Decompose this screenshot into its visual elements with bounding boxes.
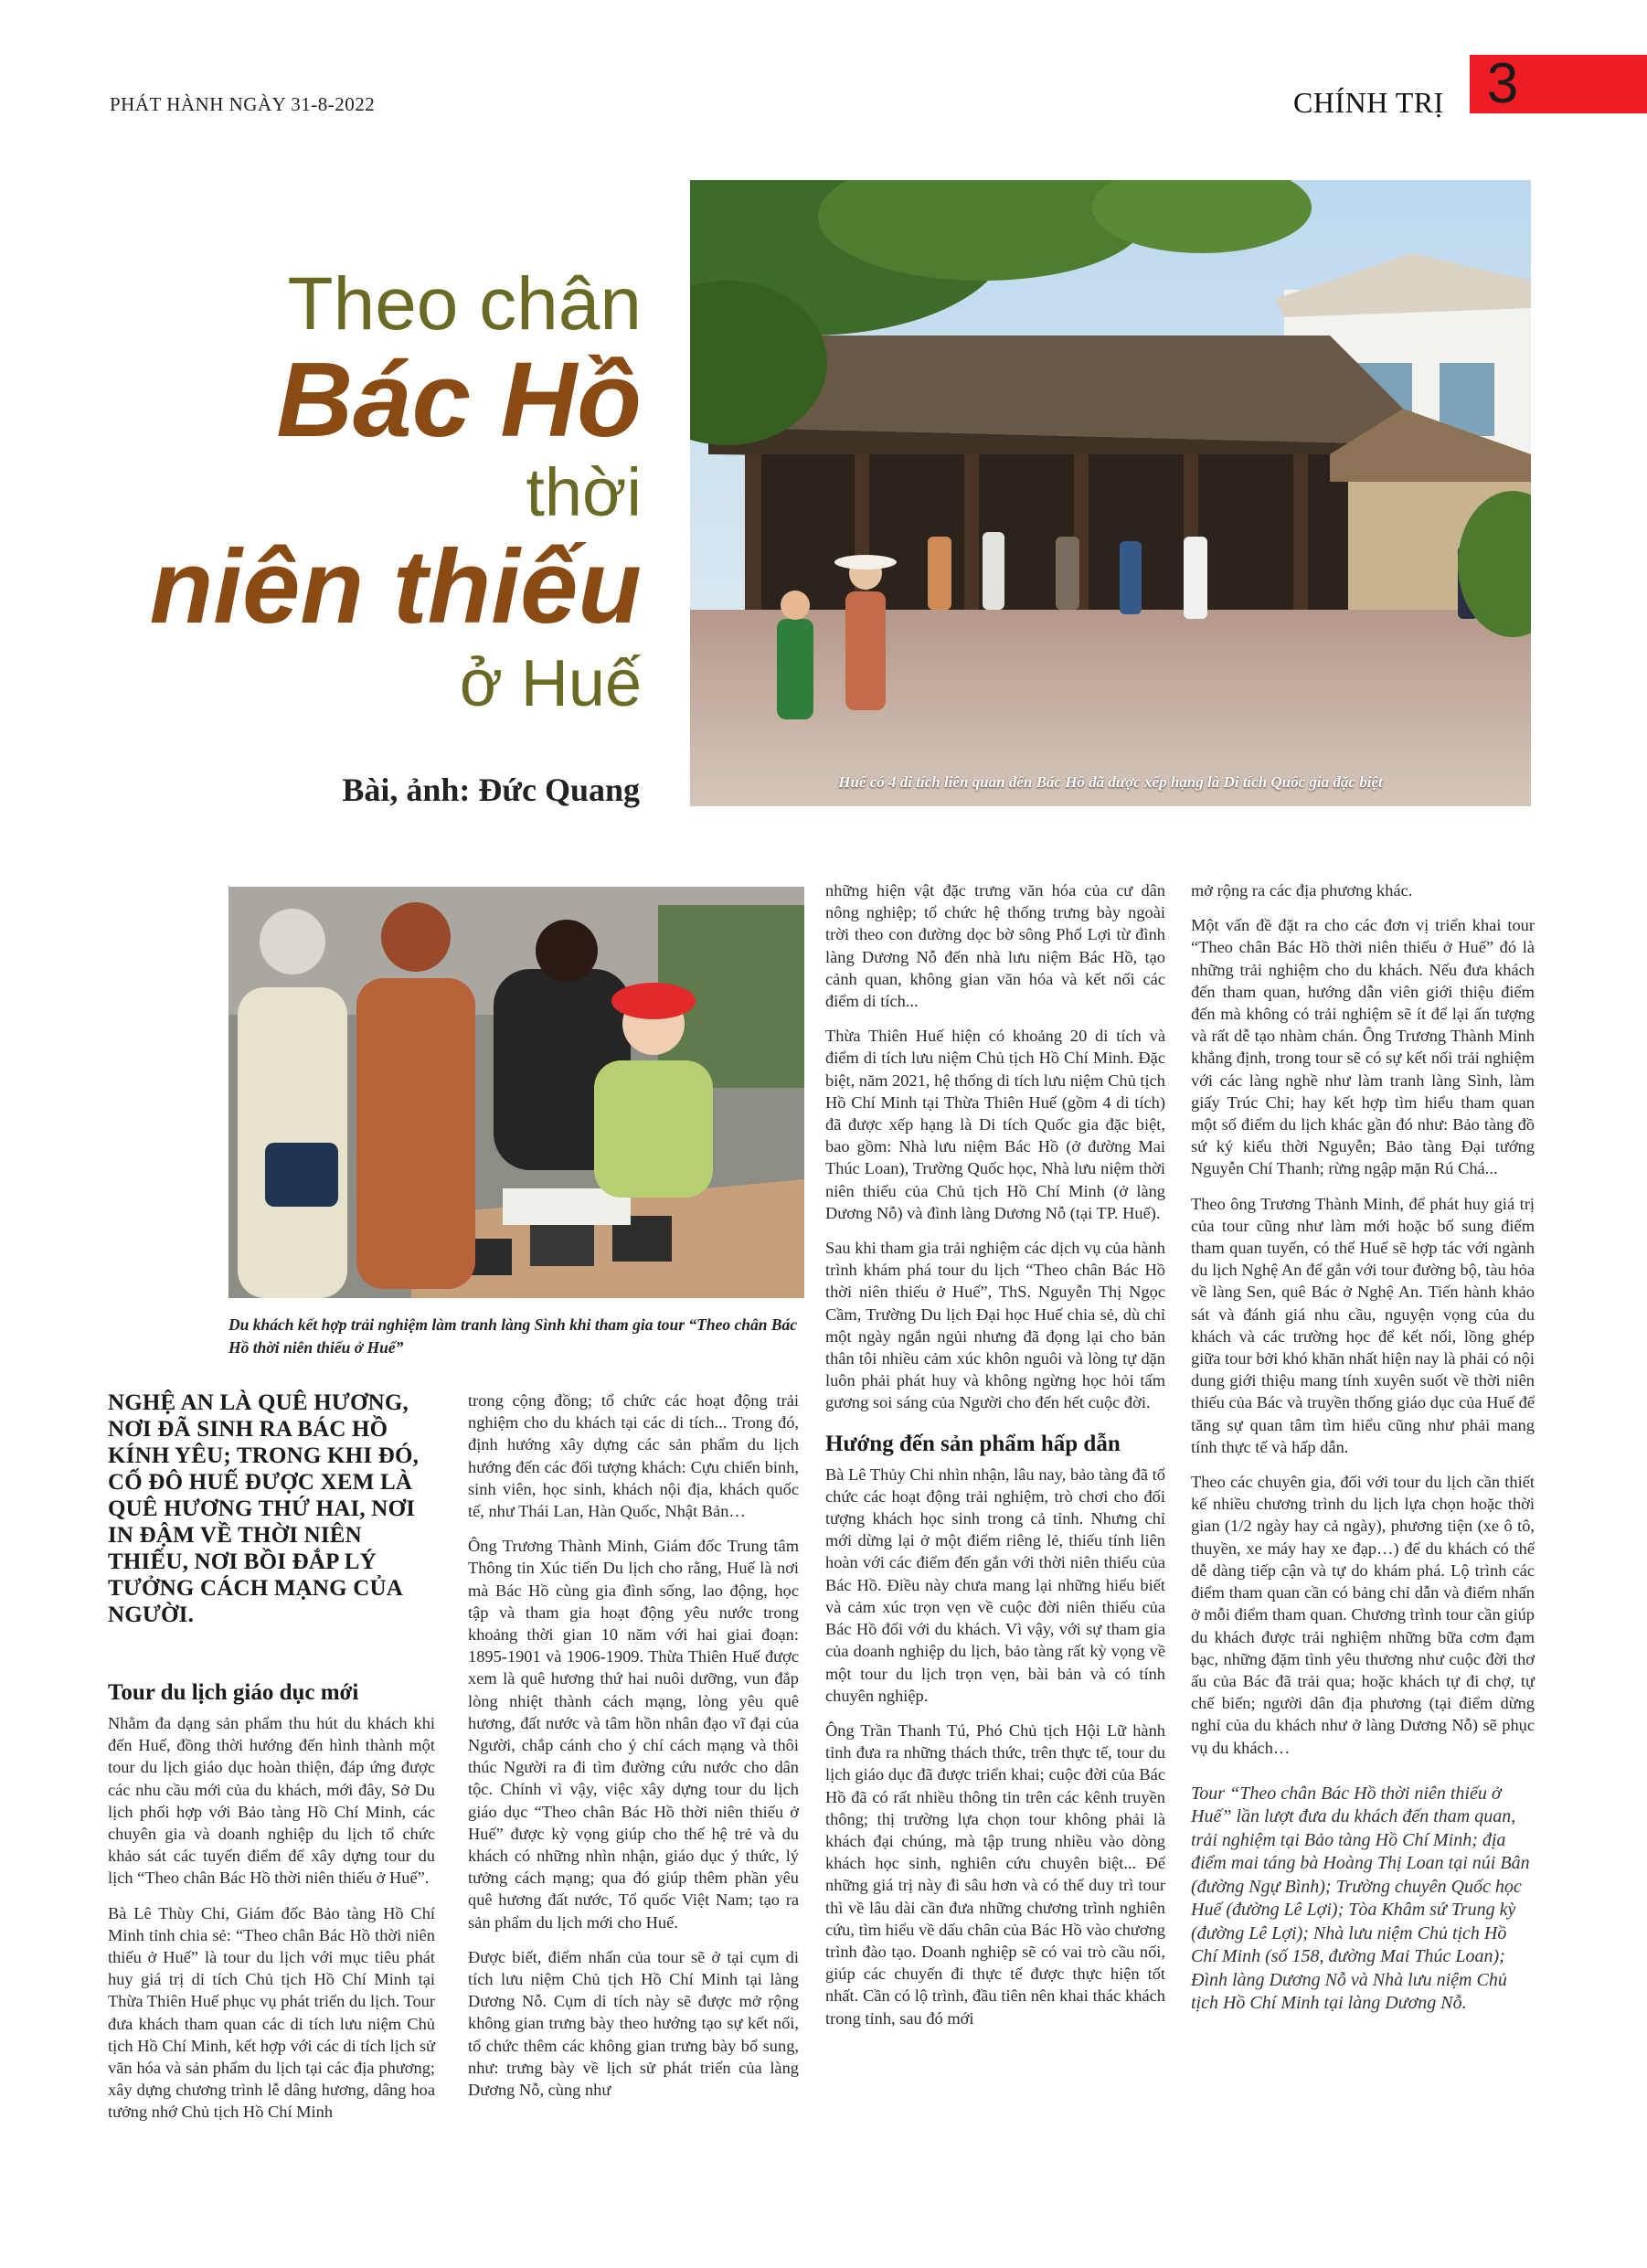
main-photo-caption: Huế có 4 di tích liên quan đến Bác Hồ đã được xếp hạng là Di tích Quốc gia đặc biệt bbox=[838, 773, 1383, 791]
title-line-2: Bác Hồ bbox=[276, 340, 642, 459]
main-photo bbox=[690, 180, 1531, 806]
article-column-1 bbox=[108, 1390, 435, 2136]
subheading-2: Hướng đến sản phẩm hấp dẫn bbox=[825, 1431, 1121, 1456]
paragraph: những hiện vật đặc trưng văn hóa của cư dân nông nghiệp; tổ chức hệ thống trưng bày ngoài trời theo con đường dọc bờ sông Phổ Lợi từ đình làng Dương Nỗ đến nhà lưu niệm Bác Hồ, tạo cảnh quan, không gian văn hóa và kết nối các điểm di tích... bbox=[825, 881, 1165, 1011]
title-line-3: thời bbox=[526, 454, 642, 530]
paragraph: mở rộng ra các địa phương khác. bbox=[1191, 881, 1413, 900]
article-column-4 bbox=[1191, 879, 1535, 2028]
title-line-5: ở Huế bbox=[459, 647, 642, 720]
paragraph: Theo các chuyên gia, đối với tour du lịch cần thiết kế nhiều chương trình du lịch lựa chọn hoặc thời gian (1/2 ngày hay cả ngày), phương tiện (xe ô tô, thuyền, xe máy hay xe đạp…) để du khách có thể dễ dàng tiếp cận và tự do khám phá. Lộ trình các điểm tham quan cần có bảng chỉ dẫn và điểm nhấn ở mỗi điểm tham quan. Chương trình tour cần giúp du khách được trải nghiệm những bữa cơm đạm bạc, những đặm tình yêu thương như cuộc đời thơ ấu của Bác đã trải qua; hoặc khách tự đi chợ, tự chế biến; người dân địa phương (tại điểm dừng nghỉ của du khách như ở làng Dương Nỗ) sẽ phục vụ du khách… bbox=[1191, 1473, 1535, 1757]
subheading-1: Tour du lịch giáo dục mới bbox=[108, 1680, 359, 1705]
article-column-2 bbox=[468, 1390, 799, 2114]
page-number: 3 bbox=[1486, 52, 1519, 115]
section-title: CHÍNH TRỊ bbox=[1293, 86, 1444, 119]
paragraph: Sau khi tham gia trải nghiệm các dịch vụ của hành trình khám phá tour du lịch “Theo chân Bác Hồ thời niên thiếu ở Huế”, ThS. Nguyễn Thị Ngọc Cầm, Trường Du lịch Đại học Huế chia sẻ, dù chỉ một ngày ngắn ngủi nhưng đã đọng lại cho bản thân tôi nhiều cảm xúc khôn nguôi và lòng tự dặn luôn phải phát huy và không ngừng học hỏi tấm gương soi sáng của Người cho đến hết cuộc đời. bbox=[825, 1239, 1165, 1412]
paragraph: Theo ông Trương Thành Minh, để phát huy giá trị của tour cũng như làm mới hoặc bổ sung điểm tham quan tuyến, có thể Huế sẽ hợp tác với ngành du lịch Nghệ An để gắn với tour đường bộ, tàu hỏa về làng Sen, quê Bác ở Nghệ An. Tiến hành khảo sát và đánh giá nhu cầu, nguyện vọng của du khách và các trường học để kết nối, lồng ghép giữa tour bởi khó khăn nhất hiện nay là phải có nội dung giới thiệu mang tính xuyên suốt về thời niên thiếu của Bác và truyền thống giáo dục của Huế để tăng sự quan tâm tìm hiểu cũng như phải mang tính thực tế và hấp dẫn. bbox=[1191, 1194, 1535, 1456]
paragraph: Nhằm đa dạng sản phẩm thu hút du khách khi đến Huế, đồng thời hướng đến hình thành một tour du lịch giáo dục hoàn thiện, đáp ứng được các nhu cầu mới của du khách, mới đây, Sở Du lịch phối hợp với Bảo tàng Hồ Chí Minh, các chuyên gia và doanh nghiệp du lịch tổ chức khảo sát các tuyến điểm để xây dựng tour du lịch “Theo chân Bác Hồ thời niên thiếu ở Huế”. bbox=[108, 1714, 435, 1888]
paragraph: Một vấn đề đặt ra cho các đơn vị triển khai tour “Theo chân Bác Hồ thời niên thiếu ở Huế” đó là những trải nghiệm cho du khách. Nếu đưa khách đến tham quan, hướng dẫn viên giới thiệu điểm đến mà không có trải nghiệm sẽ ít để lại ấn tượng và rất dễ tạo nhàm chán. Ông Trương Thành Minh khẳng định, trong tour sẽ có sự kết nối trải nghiệm với các làng nghề như làm tranh làng Sình, làm giấy Trúc Chỉ; hay kết hợp tìm hiểu tham quan một số điểm du lịch khác gần đó như: Bảo tàng đồ sứ ký kiểu thời Nguyễn; Bảo tàng Đại tướng Nguyễn Chí Thanh; rừng ngập mặn Rú Chá... bbox=[1191, 916, 1535, 1178]
paragraph: Bà Lê Thủy Chi nhìn nhận, lâu nay, bảo tàng đã tổ chức các hoạt động trải nghiệm, trò chơi cho đối tượng khách học sinh trong cả tỉnh. Nhưng chỉ mới dừng lại ở một điểm riêng lẻ, thiếu tính liên hoàn với các điểm đến gắn với thời niên thiếu của Bác Hồ. Điều này chưa mang lại những hiểu biết và cảm xúc trọn vẹn về cuộc đời niên thiếu của Bác Hồ đối với du khách. Vì vậy, với sự tham gia của doanh nghiệp du lịch, bảo tàng rất kỳ vọng về một tour du lịch trọn vẹn, bài bản và có tính chuyên nghiệp. bbox=[825, 1464, 1165, 1705]
secondary-photo-caption: Du khách kết hợp trải nghiệm làm tranh làng Sình khi tham gia tour “Theo chân Bác Hồ thời niên thiếu ở Huế” bbox=[228, 1315, 798, 1357]
paragraph: Bà Lê Thùy Chi, Giám đốc Bảo tàng Hồ Chí Minh tỉnh chia sẻ: “Theo chân Bác Hồ thời niên thiếu ở Huế” là tour du lịch với mục tiêu phát huy giá trị di tích Chủ tịch Hồ Chí Minh tại Thừa Thiên Huế phục vụ phát triển du lịch. Tour đưa khách tham quan các di tích lưu niệm Chủ tịch Hồ Chí Minh, kết hợp với các di tích lịch sử văn hóa và sản phẩm du lịch tại các địa phương; xây dựng chương trình lễ dâng hương, dâng hoa tưởng nhớ Chủ tịch Hồ Chí Minh bbox=[108, 1903, 435, 2122]
tour-itinerary-note: Tour “Theo chân Bác Hồ thời niên thiếu ở Huế” lần lượt đưa du khách đến tham quan, trải nghiệm tại Bảo tàng Hồ Chí Minh; địa điểm mai táng bà Hoàng Thị Loan tại núi Bân (đường Ngự Bình); Trường chuyên Quốc học Huế (đường Lê Lợi); Tòa Khâm sứ Trung kỳ (đường Lê Lợi); Nhà lưu niệm Chủ tịch Hồ Chí Minh (số 158, đường Mai Thúc Loan); Đình làng Dương Nỗ và Nhà lưu niệm Chủ tịch Hồ Chí Minh tại làng Dương Nỗ. bbox=[1191, 1783, 1530, 2014]
paragraph: Ông Trần Thanh Tú, Phó Chủ tịch Hội Lữ hành tỉnh đưa ra những thách thức, trên thực tế, tour du lịch giáo dục đã được triển khai; cuộc đời của Bác Hồ đã có rất nhiều thông tin trên các kênh truyền thông; thị trường lựa chọn tour không phải là khách đại chúng, mà tập trung nhiều vào dòng khách học sinh, nghiên cứu chuyên biệt... Để những giá trị này đi sâu hơn và có thể duy trì tour thì về lâu dài cần đưa những chương trình nghiên cứu, tìm hiểu về dấu chân của Bác Hồ vào chương trình đào tạo. Doanh nghiệp sẽ có vai trò cầu nối, giúp các chuyến đi thực tế được thực hiện tốt nhất. Cần có lộ trình, đầu tiên nên khai thác khách trong tỉnh, sau đó mới bbox=[825, 1720, 1165, 2028]
paragraph: Ông Trương Thành Minh, Giám đốc Trung tâm Thông tin Xúc tiến Du lịch cho rằng, Huế là nơi mà Bác Hồ cùng gia đình sống, lao động, học tập và tham gia hoạt động yêu nước trong khoảng thời gian 10 năm với hai giai đoạn: 1895-1901 và 1906-1909. Thừa Thiên Huế được xem là quê hương thứ hai nuôi dưỡng, vun đắp lòng nhiệt thành cách mạng, lòng yêu quê hương, đất nước và tâm hồn nhân đạo vĩ đại của Người, chắp cánh cho ý chí cách mạng và thôi thúc Người ra đi tìm đường cứu nước cho dân tộc. Chính vì vậy, việc xây dựng tour du lịch giáo dục “Theo chân Bác Hồ thời niên thiếu ở Huế” được kỳ vọng giúp cho thế hệ trẻ và du khách có những nhìn nhận, giáo dục ý thức, lý tưởng cách mạng; qua đó giúp thêm phần yêu quê hương đất nước, Tổ quốc Việt Nam; tạo ra sản phẩm du lịch mới cho Huế. bbox=[468, 1537, 799, 1932]
secondary-photo bbox=[228, 887, 804, 1298]
article-column-3 bbox=[825, 879, 1165, 2042]
article-lead: NGHỆ AN LÀ QUÊ HƯƠNG, NƠI ĐÃ SINH RA BÁC HỒ KÍNH YÊU; TRONG KHI ĐÓ, CỐ ĐÔ HUẾ ĐƯỢC XEM LÀ QUÊ HƯƠNG THỨ HAI, NƠI IN ĐẬM VỀ THỜI NIÊN THIẾU, NƠI BỒI ĐẮP LÝ TƯỞNG CÁCH MẠNG CỦA NGƯỜI. bbox=[108, 1390, 420, 1627]
paragraph: Thừa Thiên Huế hiện có khoảng 20 di tích và điểm di tích lưu niệm Chủ tịch Hồ Chí Minh. Đặc biệt, năm 2021, hệ thống di tích lưu niệm Chủ tịch Hồ Chí Minh tại Thừa Thiên Huế (gồm 4 di tích) đã được xếp hạng là Di tích Quốc gia đặc biệt, bao gồm: Nhà lưu niệm Bác Hồ (ở đường Mai Thúc Loan), Trường Quốc học, Nhà lưu niệm thời niên thiếu của Chủ tịch Hồ Chí Minh (ở làng Dương Nỗ) và đình làng Dương Nỗ (tại TP. Huế). bbox=[825, 1027, 1165, 1222]
release-date: PHÁT HÀNH NGÀY 31-8-2022 bbox=[110, 93, 376, 115]
article-title bbox=[150, 261, 642, 727]
title-line-4: niên thiếu bbox=[149, 529, 642, 645]
byline: Bài, ảnh: Đức Quang bbox=[342, 772, 640, 808]
paragraph: trong cộng đồng; tổ chức các hoạt động trải nghiệm cho du khách tại các di tích... Trong đó, định hướng xây dựng các sản phẩm du lịch hướng đến các đối tượng khách: Cựu chiến binh, sinh viên, học sinh, khách nội địa, khách quốc tế, như Thái Lan, Hàn Quốc, Nhật Bản… bbox=[468, 1391, 799, 1521]
paragraph: Được biết, điểm nhấn của tour sẽ ở tại cụm di tích lưu niệm Chủ tịch Hồ Chí Minh tại làng Dương Nỗ. Cụm di tích này sẽ được mở rộng không gian trưng bày theo hướng tạo sự kết nối, tổ chức thêm các không gian trưng bày bổ sung, như: trưng bày về lịch sử phát triển của làng Dương Nỗ, cùng như bbox=[468, 1947, 799, 2100]
title-line-1: Theo chân bbox=[287, 262, 642, 346]
